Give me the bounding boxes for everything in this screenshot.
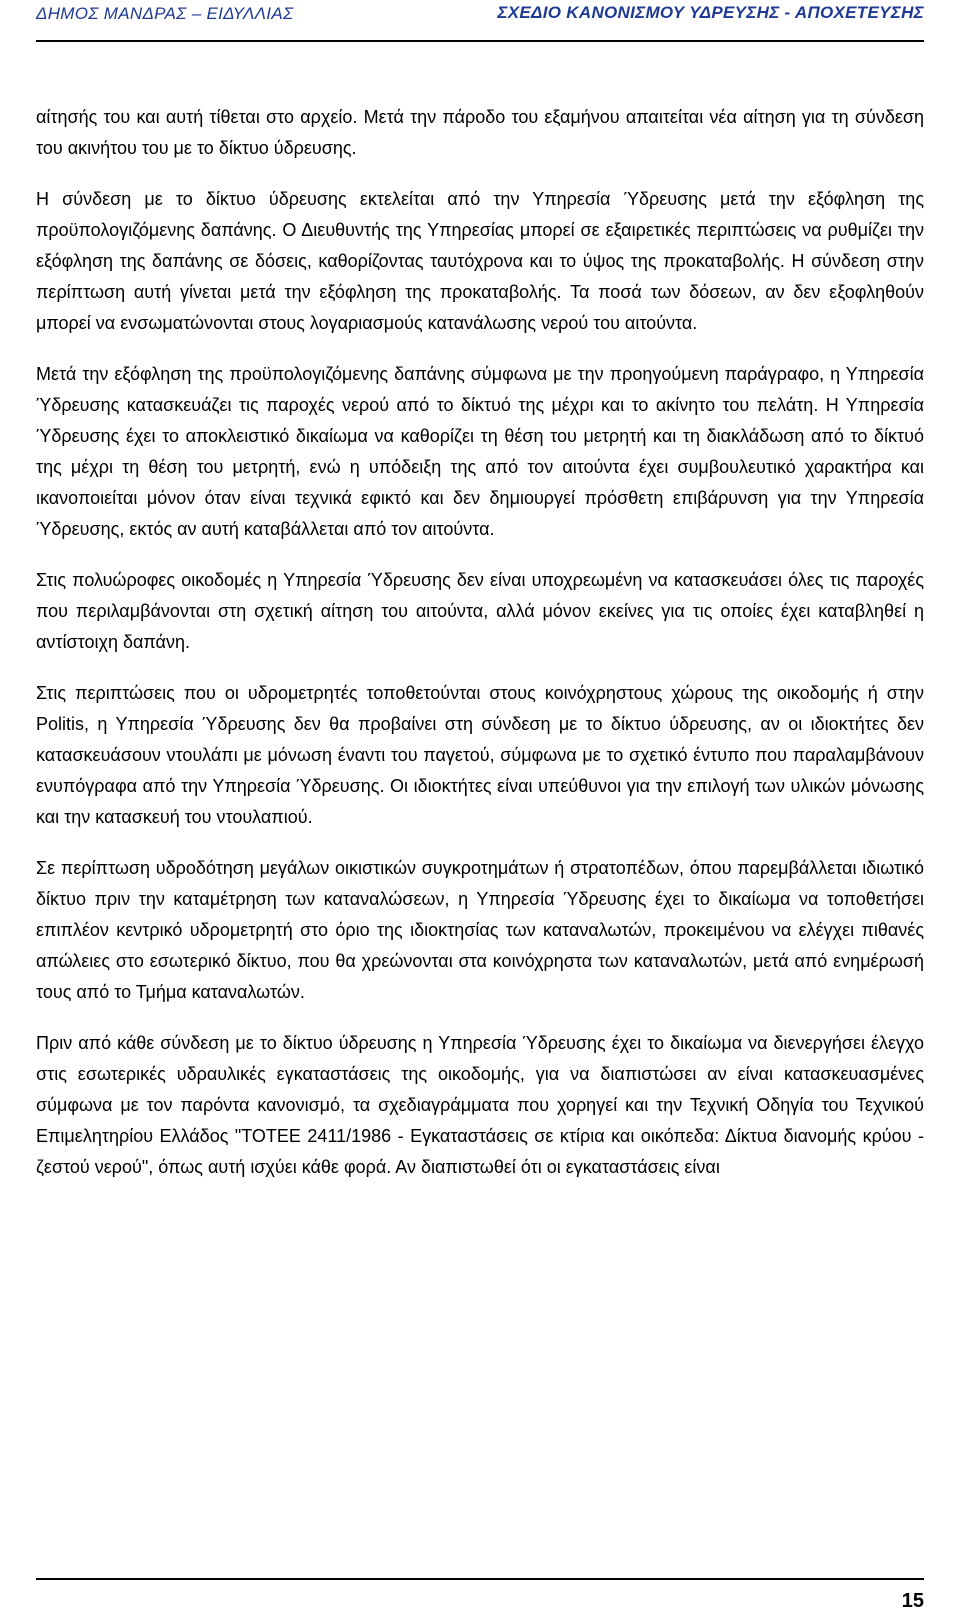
page-number: 15 — [901, 1590, 924, 1612]
page-header — [36, 0, 924, 42]
page-footer — [36, 1578, 924, 1619]
header-document-title: ΣΧΕΔΙΟ ΚΑΝΟΝΙΣΜΟΥ ΥΔΡΕΥΣΗΣ - ΑΠΟΧΕΤΕΥΣΗΣ — [497, 3, 924, 22]
document-body — [36, 102, 924, 1203]
header-municipality: ΔΗΜΟΣ ΜΑΝΔΡΑΣ – ΕΙΔΥΛΛΙΑΣ — [36, 4, 294, 23]
paragraph: αίτησής του και αυτή τίθεται στο αρχείο. Μετά την πάροδο του εξαμήνου απαιτείται νέα αίτηση για τη σύνδεση του ακινήτου του με το δίκτυο ύδρευσης. — [36, 107, 924, 158]
paragraph: Πριν από κάθε σύνδεση με το δίκτυο ύδρευσης η Υπηρεσία Ύδρευσης έχει το δικαίωμα να διενεργήσει έλεγχο στις εσωτερικές υδραυλικές εγκαταστάσεις της οικοδομής, για να διαπιστώσει αν είναι κατασκευασμένες σύμφωνα με τον παρόντα κανονισμό, τα σχεδιαγράμματα που χορηγεί και την Τεχνική Οδηγία του Τεχνικού Επιμελητηρίου Ελλάδος "ΤΟΤΕΕ 2411/1986 - Εγκαταστάσεις σε κτίρια και οικόπεδα: Δίκτυα διανομής κρύου - ζεστού νερού", όπως αυτή ισχύει κάθε φορά. Αν διαπιστωθεί ότι οι εγκαταστάσεις είναι — [36, 1033, 924, 1177]
paragraph: Στις περιπτώσεις που οι υδρομετρητές τοποθετούνται στους κοινόχρηστους χώρους της οικοδομής ή στην Politis, η Υπηρεσία Ύδρευσης δεν θα προβαίνει στη σύνδεση με το δίκτυο ύδρευσης, αν οι ιδιοκτήτες δεν κατασκευάσουν ντουλάπι με μόνωση έναντι του παγετού, σύμφωνα με το σχετικό έντυπο που παραλαμβάνουν ενυπόγραφα από την Υπηρεσία Ύδρευσης. Οι ιδιοκτήτες είναι υπεύθυνοι για την επιλογή των υλικών μόνωσης και την κατασκευή του ντουλαπιού. — [36, 683, 924, 827]
paragraph: Στις πολυώροφες οικοδομές η Υπηρεσία Ύδρευσης δεν είναι υποχρεωμένη να κατασκευάσει όλες τις παροχές που περιλαμβάνονται στη σχετική αίτηση του αιτούντα, αλλά μόνον εκείνες για τις οποίες έχει καταβληθεί η αντίστοιχη δαπάνη. — [36, 570, 924, 652]
paragraph: Σε περίπτωση υδροδότηση μεγάλων οικιστικών συγκροτημάτων ή στρατοπέδων, όπου παρεμβάλλεται ιδιωτικό δίκτυο πριν την καταμέτρηση των καταναλώσεων, η Υπηρεσία Ύδρευσης έχει το δικαίωμα να τοποθετήσει επιπλέον κεντρικό υδρομετρητή στο όριο της ιδιοκτησίας των καταναλωτών, προκειμένου να ελέγχει πιθανές απώλειες στο εσωτερικό δίκτυο, που θα χρεώνονται στα κοινόχρηστα των καταναλωτών, μετά από ενημέρωσή τους από το Τμήμα καταναλωτών. — [36, 858, 924, 1002]
paragraph: Η σύνδεση με το δίκτυο ύδρευσης εκτελείται από την Υπηρεσία Ύδρευσης μετά την εξόφληση της προϋπολογιζόμενης δαπάνης. Ο Διευθυντής της Υπηρεσίας μπορεί σε εξαιρετικές περιπτώσεις να ρυθμίζει την εξόφληση της δαπάνης σε δόσεις, καθορίζοντας ταυτόχρονα και το ύψος της προκαταβολής. Η σύνδεση στην περίπτωση αυτή γίνεται μετά την εξόφληση της προκαταβολής. Τα ποσά των δόσεων, αν δεν εξοφληθούν μπορεί να ενσωματώνονται στους λογαριασμούς κατανάλωσης νερού του αιτούντα. — [36, 189, 924, 333]
paragraph: Μετά την εξόφληση της προϋπολογιζόμενης δαπάνης σύμφωνα με την προηγούμενη παράγραφο, η Υπηρεσία Ύδρευσης κατασκευάζει τις παροχές νερού από το δίκτυό της μέχρι και το ακίνητο του πελάτη. Η Υπηρεσία Ύδρευσης έχει το αποκλειστικό δικαίωμα να καθορίζει τη θέση του μετρητή και τη διακλάδωση από το δίκτυό της μέχρι τη θέση του μετρητή, ενώ η υπόδειξη της από τον αιτούντα έχει συμβουλευτικό χαρακτήρα και ικανοποιείται μόνον όταν είναι τεχνικά εφικτό και δεν δημιουργεί πρόσθετη επιβάρυνση για την Υπηρεσία Ύδρευσης, εκτός αν αυτή καταβάλλεται από τον αιτούντα. — [36, 364, 924, 539]
